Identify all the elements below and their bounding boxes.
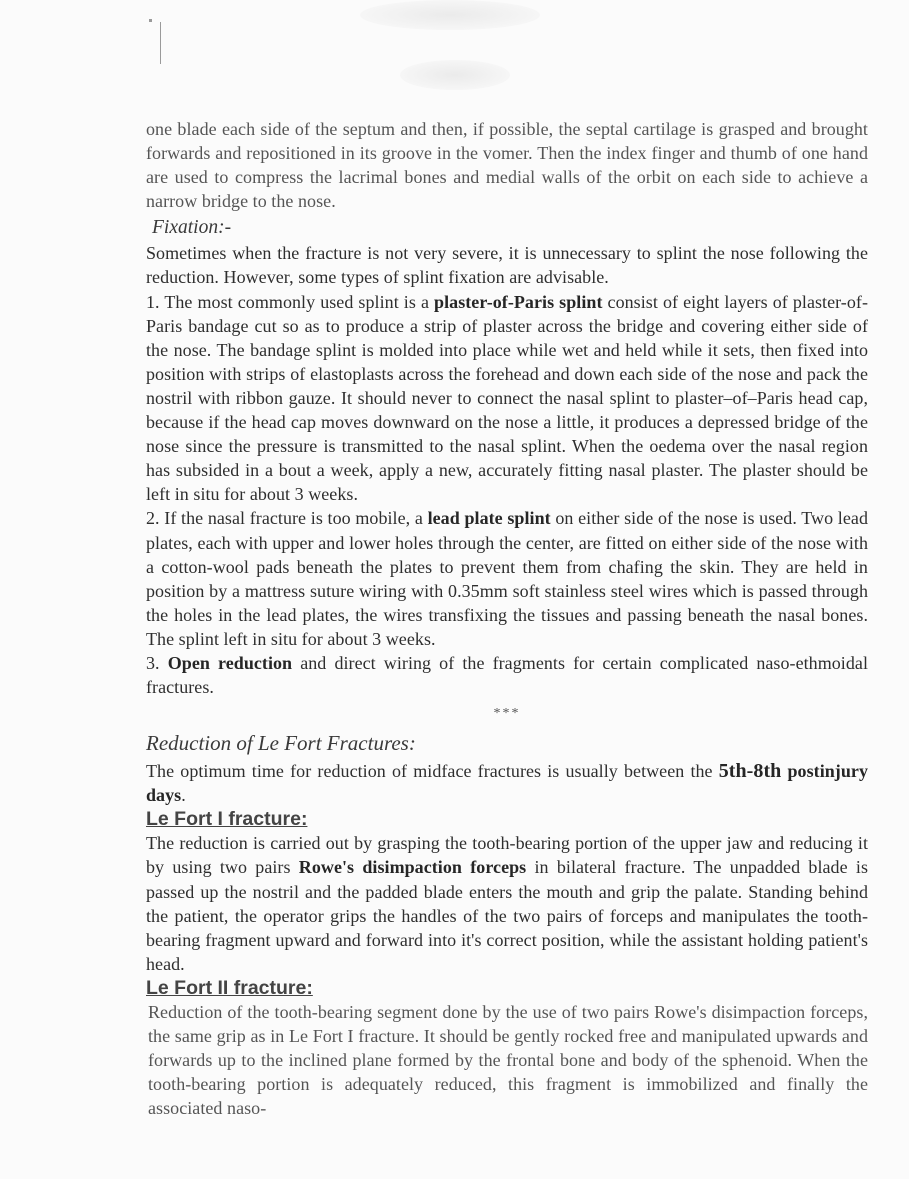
item2-bold-term: lead plate splint xyxy=(427,508,551,529)
section-separator: *** xyxy=(493,706,521,722)
lefort-intro-postinjury: postinjury days xyxy=(146,761,868,806)
lefort-intro-end: . xyxy=(181,785,186,806)
splint-item-1 xyxy=(146,290,868,507)
item2-prefix: 2. If the nasal fracture is too mobile, a xyxy=(146,508,428,529)
fixation-paragraph: Sometimes when the fracture is not very severe, it is unnecessary to splint the nose following the reduction. However, some types of splint fixation are advisable. xyxy=(146,243,868,288)
item1-rest: consist of eight layers of plaster-of-Paris bandage cut so as to produce a strip of plaster across the bridge and covering either side of the nose. The bandage splint is molded into place while wet and held while it sets, then fixed into position with strips of elastoplasts across the forehead and down each side of the nose and pack the nostril with ribbon gauze. It should never to connect the nasal splint to plaster–of–Paris head cap, because if the head cap moves downward on the nose a little, it produces a depressed bridge of the nose since the pressure is transmitted to the nasal splint. When the oedema over the nasal region has subsided in a bout a week, apply a new, accurately fitting nasal plaster. The plaster should be left in situ for about 3 weeks. xyxy=(146,291,868,505)
splint-item-3 xyxy=(146,651,868,699)
fixation-heading: Fixation:- xyxy=(152,217,232,239)
item1-bold-term: plaster-of-Paris splint xyxy=(434,291,603,312)
lefort2-paragraph: Reduction of the tooth-bearing segment done by the use of two pairs Rowe's disimpaction forceps, the same grip as in Le Fort I fracture. It should be gently rocked free and manipulated upwards and forwards up to the inclined plane formed by the frontal bone and body of the sphenoid. When the tooth-bearing portion is adequately reduced, this fragment is immobilized and finally the associated naso- xyxy=(148,1001,868,1119)
item3-rest: and direct wiring of the fragments for certain complicated naso-ethmoidal fractures. xyxy=(146,652,869,698)
item3-prefix: 3. xyxy=(146,652,168,673)
lefort1-prefix: The reduction is carried out by grasping the tooth-bearing portion of the upper jaw and reducing it by using two pairs xyxy=(146,833,868,878)
lefort-intro-prefix: The optimum time for reduction of midface fractures is usually between the xyxy=(146,761,719,782)
lefort-intro-paragraph xyxy=(146,759,868,807)
lefort-section-heading: Reduction of Le Fort Fractures: xyxy=(146,731,416,756)
lefort1-paragraph xyxy=(146,831,868,976)
splint-item-2 xyxy=(146,506,868,651)
item3-bold-term: Open reduction xyxy=(167,652,293,673)
item2-rest: on either side of the nose is used. Two lead plates, each with upper and lower holes through the center, are fitted on either side of the nose with a cotton-wool pads beneath the plates to prevent them from chafing the skin. They are held in position by a mattress suture wiring with 0.35mm soft stainless steel wires which is passed through the holes in the lead plates, the wires transfixing the tissues and passing beneath the nasal bones. The splint left in situ for about 3 weeks. xyxy=(146,508,868,649)
scan-smudge-top xyxy=(360,0,540,30)
lefort1-rest: in bilateral fracture. The unpadded blade is passed up the nostril and the padded blade enters the mouth and grip the palate. Standing behind the patient, the operator grips the handles of the two pairs of forceps and manipulates the tooth-bearing fragment upward and forward into it's correct position, while the assistant holding patient's head. xyxy=(146,857,868,974)
lefort2-heading: Le Fort II fracture: xyxy=(146,976,313,999)
lefort1-heading: Le Fort I fracture: xyxy=(146,808,308,831)
intro-paragraph: one blade each side of the septum and then, if possible, the septal cartilage is grasped and brought forwards and repositioned in its groove in the vomer. Then the index finger and thumb of one hand are used to compress the lacrimal bones and medial walls of the orbit on each side to achieve a narrow bridge to the nose. xyxy=(146,119,868,212)
lefort1-bold-term: Rowe's disimpaction forceps xyxy=(298,857,527,878)
lefort-intro-days: 5th-8th xyxy=(718,760,782,783)
scan-mark-dot xyxy=(149,19,152,22)
item1-prefix: 1. The most commonly used splint is a xyxy=(146,291,435,312)
scan-mark-vertical xyxy=(160,22,161,64)
scan-smudge-top2 xyxy=(400,60,510,90)
document-body xyxy=(146,117,868,1120)
